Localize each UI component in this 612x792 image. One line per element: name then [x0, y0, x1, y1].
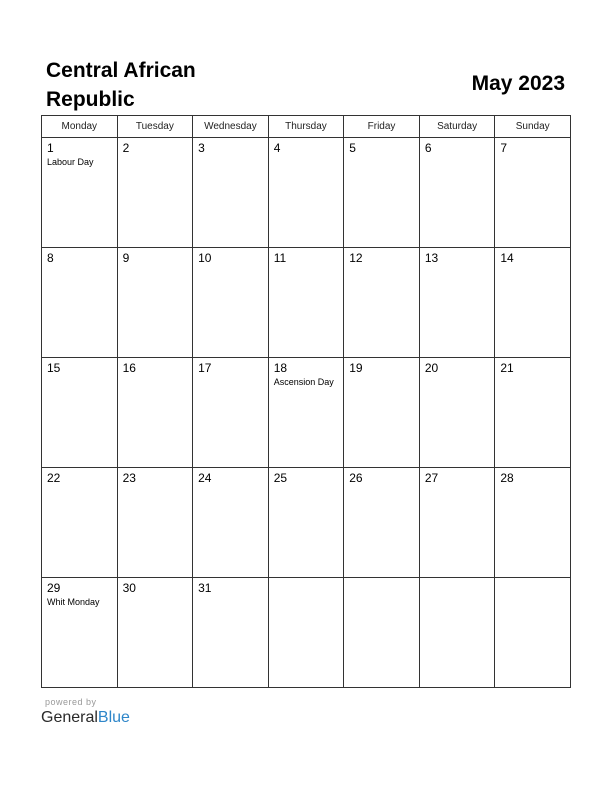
day-cell — [419, 358, 495, 468]
day-number: 7 — [500, 141, 508, 155]
day-cell — [495, 138, 571, 248]
day-cell — [419, 138, 495, 248]
day-number: 17 — [198, 361, 212, 375]
day-number: 20 — [424, 361, 439, 375]
day-number: 6 — [424, 141, 432, 155]
day-number: 22 — [47, 471, 61, 485]
week-row — [42, 578, 571, 688]
day-number: 24 — [198, 471, 212, 485]
day-cell — [193, 358, 269, 468]
day-number: 18 — [273, 361, 288, 375]
day-number: 30 — [122, 581, 136, 595]
day-cell — [117, 248, 193, 358]
day-cell — [268, 248, 344, 358]
day-cell — [495, 248, 571, 358]
day-cell — [42, 358, 118, 468]
weekday-header: Sunday — [495, 116, 571, 138]
day-number: 3 — [198, 141, 205, 155]
day-cell — [344, 138, 420, 248]
day-cell — [117, 578, 193, 688]
day-cell — [344, 578, 420, 688]
day-number: 19 — [349, 361, 363, 375]
day-cell — [268, 358, 344, 468]
day-cell — [193, 578, 269, 688]
day-cell — [117, 358, 193, 468]
day-number: 12 — [349, 251, 363, 265]
brand-blue-text: Blue — [97, 709, 130, 726]
day-number: 4 — [273, 141, 281, 155]
day-number: 13 — [424, 251, 439, 265]
day-number: 21 — [500, 361, 514, 375]
day-cell — [268, 138, 344, 248]
day-number: 25 — [273, 471, 288, 485]
week-row — [42, 468, 571, 578]
day-cell — [117, 138, 193, 248]
weekday-header: Thursday — [268, 116, 344, 138]
footer-branding — [41, 696, 130, 728]
day-number: 26 — [349, 471, 363, 485]
day-number: 27 — [424, 471, 439, 485]
weekday-header: Wednesday — [193, 116, 269, 138]
day-number: 14 — [500, 251, 514, 265]
day-number: 11 — [273, 251, 287, 265]
powered-by-label: powered by — [45, 697, 97, 707]
day-number: 10 — [198, 251, 212, 265]
brand-general-text: General — [41, 709, 98, 726]
day-number: 1 — [47, 141, 54, 155]
day-cell — [419, 248, 495, 358]
day-cell — [344, 248, 420, 358]
day-cell — [344, 468, 420, 578]
week-row — [42, 138, 571, 248]
day-cell — [495, 358, 571, 468]
day-cell — [344, 358, 420, 468]
day-cell — [268, 468, 344, 578]
day-cell — [495, 468, 571, 578]
day-number: 23 — [122, 471, 136, 485]
weekday-header: Tuesday — [117, 116, 193, 138]
holiday-label: Whit Monday — [47, 597, 100, 607]
day-cell — [495, 578, 571, 688]
day-number: 16 — [122, 361, 136, 375]
weekday-header: Friday — [344, 116, 420, 138]
day-cell — [419, 468, 495, 578]
day-cell — [193, 138, 269, 248]
day-number: 29 — [47, 581, 61, 595]
day-cell — [193, 248, 269, 358]
day-number: 31 — [198, 581, 212, 595]
brand-logo — [41, 708, 130, 728]
week-row — [42, 358, 571, 468]
day-number: 28 — [500, 471, 514, 485]
day-cell — [42, 138, 118, 248]
day-cell — [42, 578, 118, 688]
day-cell — [193, 468, 269, 578]
day-number: 5 — [349, 141, 356, 155]
month-title: May 2023 — [471, 72, 565, 95]
weekday-header: Monday — [42, 116, 118, 138]
day-number: 15 — [47, 361, 61, 375]
day-number: 9 — [122, 251, 130, 265]
day-cell — [268, 578, 344, 688]
day-cell — [117, 468, 193, 578]
day-cell — [419, 578, 495, 688]
day-number: 8 — [47, 251, 54, 265]
country-title: Central African Republic — [46, 59, 196, 111]
holiday-label: Labour Day — [47, 157, 94, 167]
day-number: 2 — [122, 141, 130, 155]
week-row — [42, 248, 571, 358]
day-cell — [42, 248, 118, 358]
day-cell — [42, 468, 118, 578]
weekday-header-row — [42, 116, 571, 138]
weekday-header: Saturday — [419, 116, 495, 138]
calendar-grid — [41, 115, 571, 688]
holiday-label: Ascension Day — [273, 377, 334, 387]
